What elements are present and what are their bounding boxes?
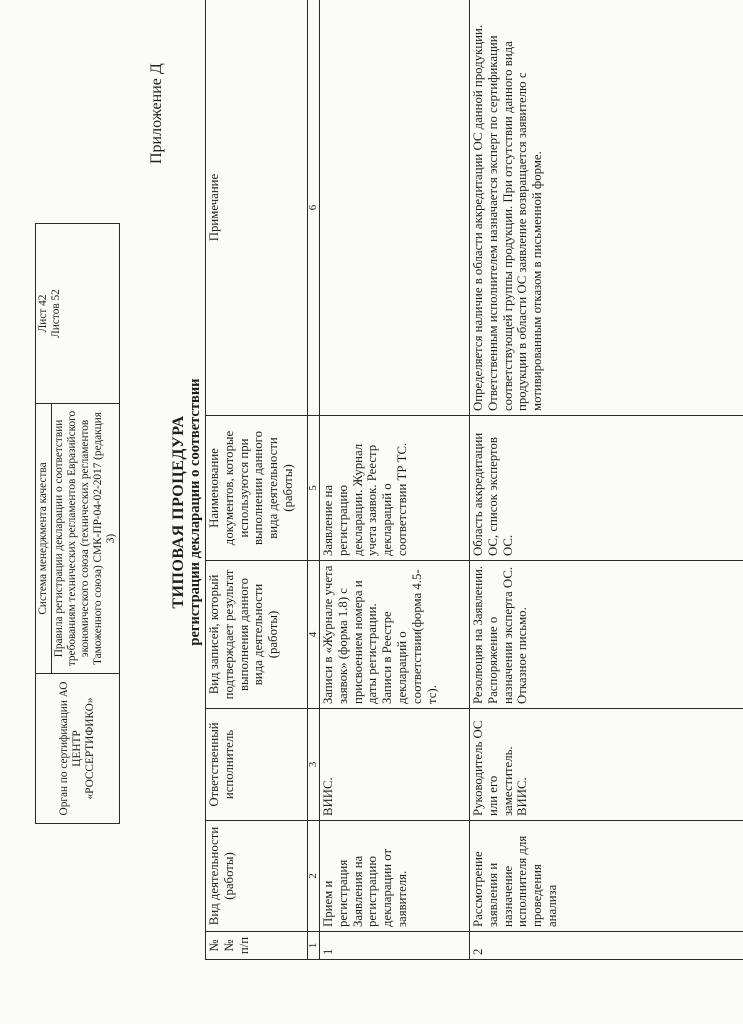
table-row — [470, 0, 743, 960]
row-number: 1 — [320, 932, 470, 960]
column-number: 5 — [308, 416, 320, 561]
sheet-number: Лист 42 — [37, 294, 49, 333]
row-executor: Руководитель ОС или его заместитель. ВИИС. — [470, 709, 743, 821]
row-activity: Прием и регистрация Заявления на регистрацию декларации от заявителя. — [320, 821, 470, 932]
column-number: 3 — [308, 709, 320, 821]
row-documents: Заявление на регистрацию декларации. Журнал учета заявок. Реестр деклараций о соответствии ТР ТС. — [320, 416, 470, 561]
header-documents: Наименование документов, которые используются при выполнении данного вида деятельности (работы) — [206, 416, 308, 561]
row-documents: Область аккредитации ОС, список экспертов ОС. — [470, 416, 743, 561]
procedure-subtitle: регистрации декларации о соответствии — [187, 378, 203, 646]
row-note — [320, 0, 470, 416]
row-executor: ВИИС. — [320, 709, 470, 821]
procedure-table — [205, 0, 743, 960]
header-records: Вид записей, который подтверждает результат выполнения данного вида деятельности (работы) — [206, 561, 308, 709]
column-number: 4 — [308, 561, 320, 709]
header-note: Примечание — [206, 0, 308, 416]
column-number: 2 — [308, 821, 320, 932]
header-number: №№ п/п — [206, 932, 308, 960]
appendix-label: Приложение Д — [148, 63, 165, 164]
sheet-info — [36, 224, 120, 404]
header-executor: Ответственный исполнитель — [206, 709, 308, 821]
procedure-title: ТИПОВАЯ ПРОЦЕДУРА — [170, 415, 187, 609]
table-header-row — [206, 0, 308, 960]
document-header — [35, 223, 120, 824]
column-number: 1 — [308, 932, 320, 960]
sheets-total: Листов 52 — [50, 289, 62, 338]
row-note: Определяется наличие в области аккредитации ОС данной продукции. Ответственным исполнителем назначается эксперт по сертификации соответствующей группы продукции. При отсутствии данного вида продукции в области ОС заявление возвращается заявителю с мотивированным отказом в письменной форме. — [470, 0, 743, 416]
rules-title: Правила регистрации декларации о соответствии требованиям технических регламентов Евразийского экономического союза (технических регламентов Таможенного союза) СМК-ПР-04-02-2017 (редакция 3) — [52, 404, 120, 674]
row-records: Резолюция на Заявлении. Распоряжение о назначении эксперта ОС. Отказное письмо. — [470, 561, 743, 709]
quality-system-title: Система менеджмента качества — [36, 404, 52, 674]
column-number: 6 — [308, 0, 320, 416]
row-number: 2 — [470, 932, 743, 960]
column-number-row — [308, 0, 320, 960]
organization-name: Орган по сертификации АО ЦЕНТР «РОССЕРТИФИКО» — [36, 674, 120, 824]
header-activity: Вид деятельности (работы) — [206, 821, 308, 932]
row-records: Записи в «Журнале учета заявок» (форма 1.8) с присвоением номера и даты регистрации. Записи в Реестре деклараций о соответствии(форма 4.5-тс). — [320, 561, 470, 709]
row-activity: Рассмотрение заявления и назначение исполнителя для проведения анализа — [470, 821, 743, 932]
table-row — [320, 0, 470, 960]
